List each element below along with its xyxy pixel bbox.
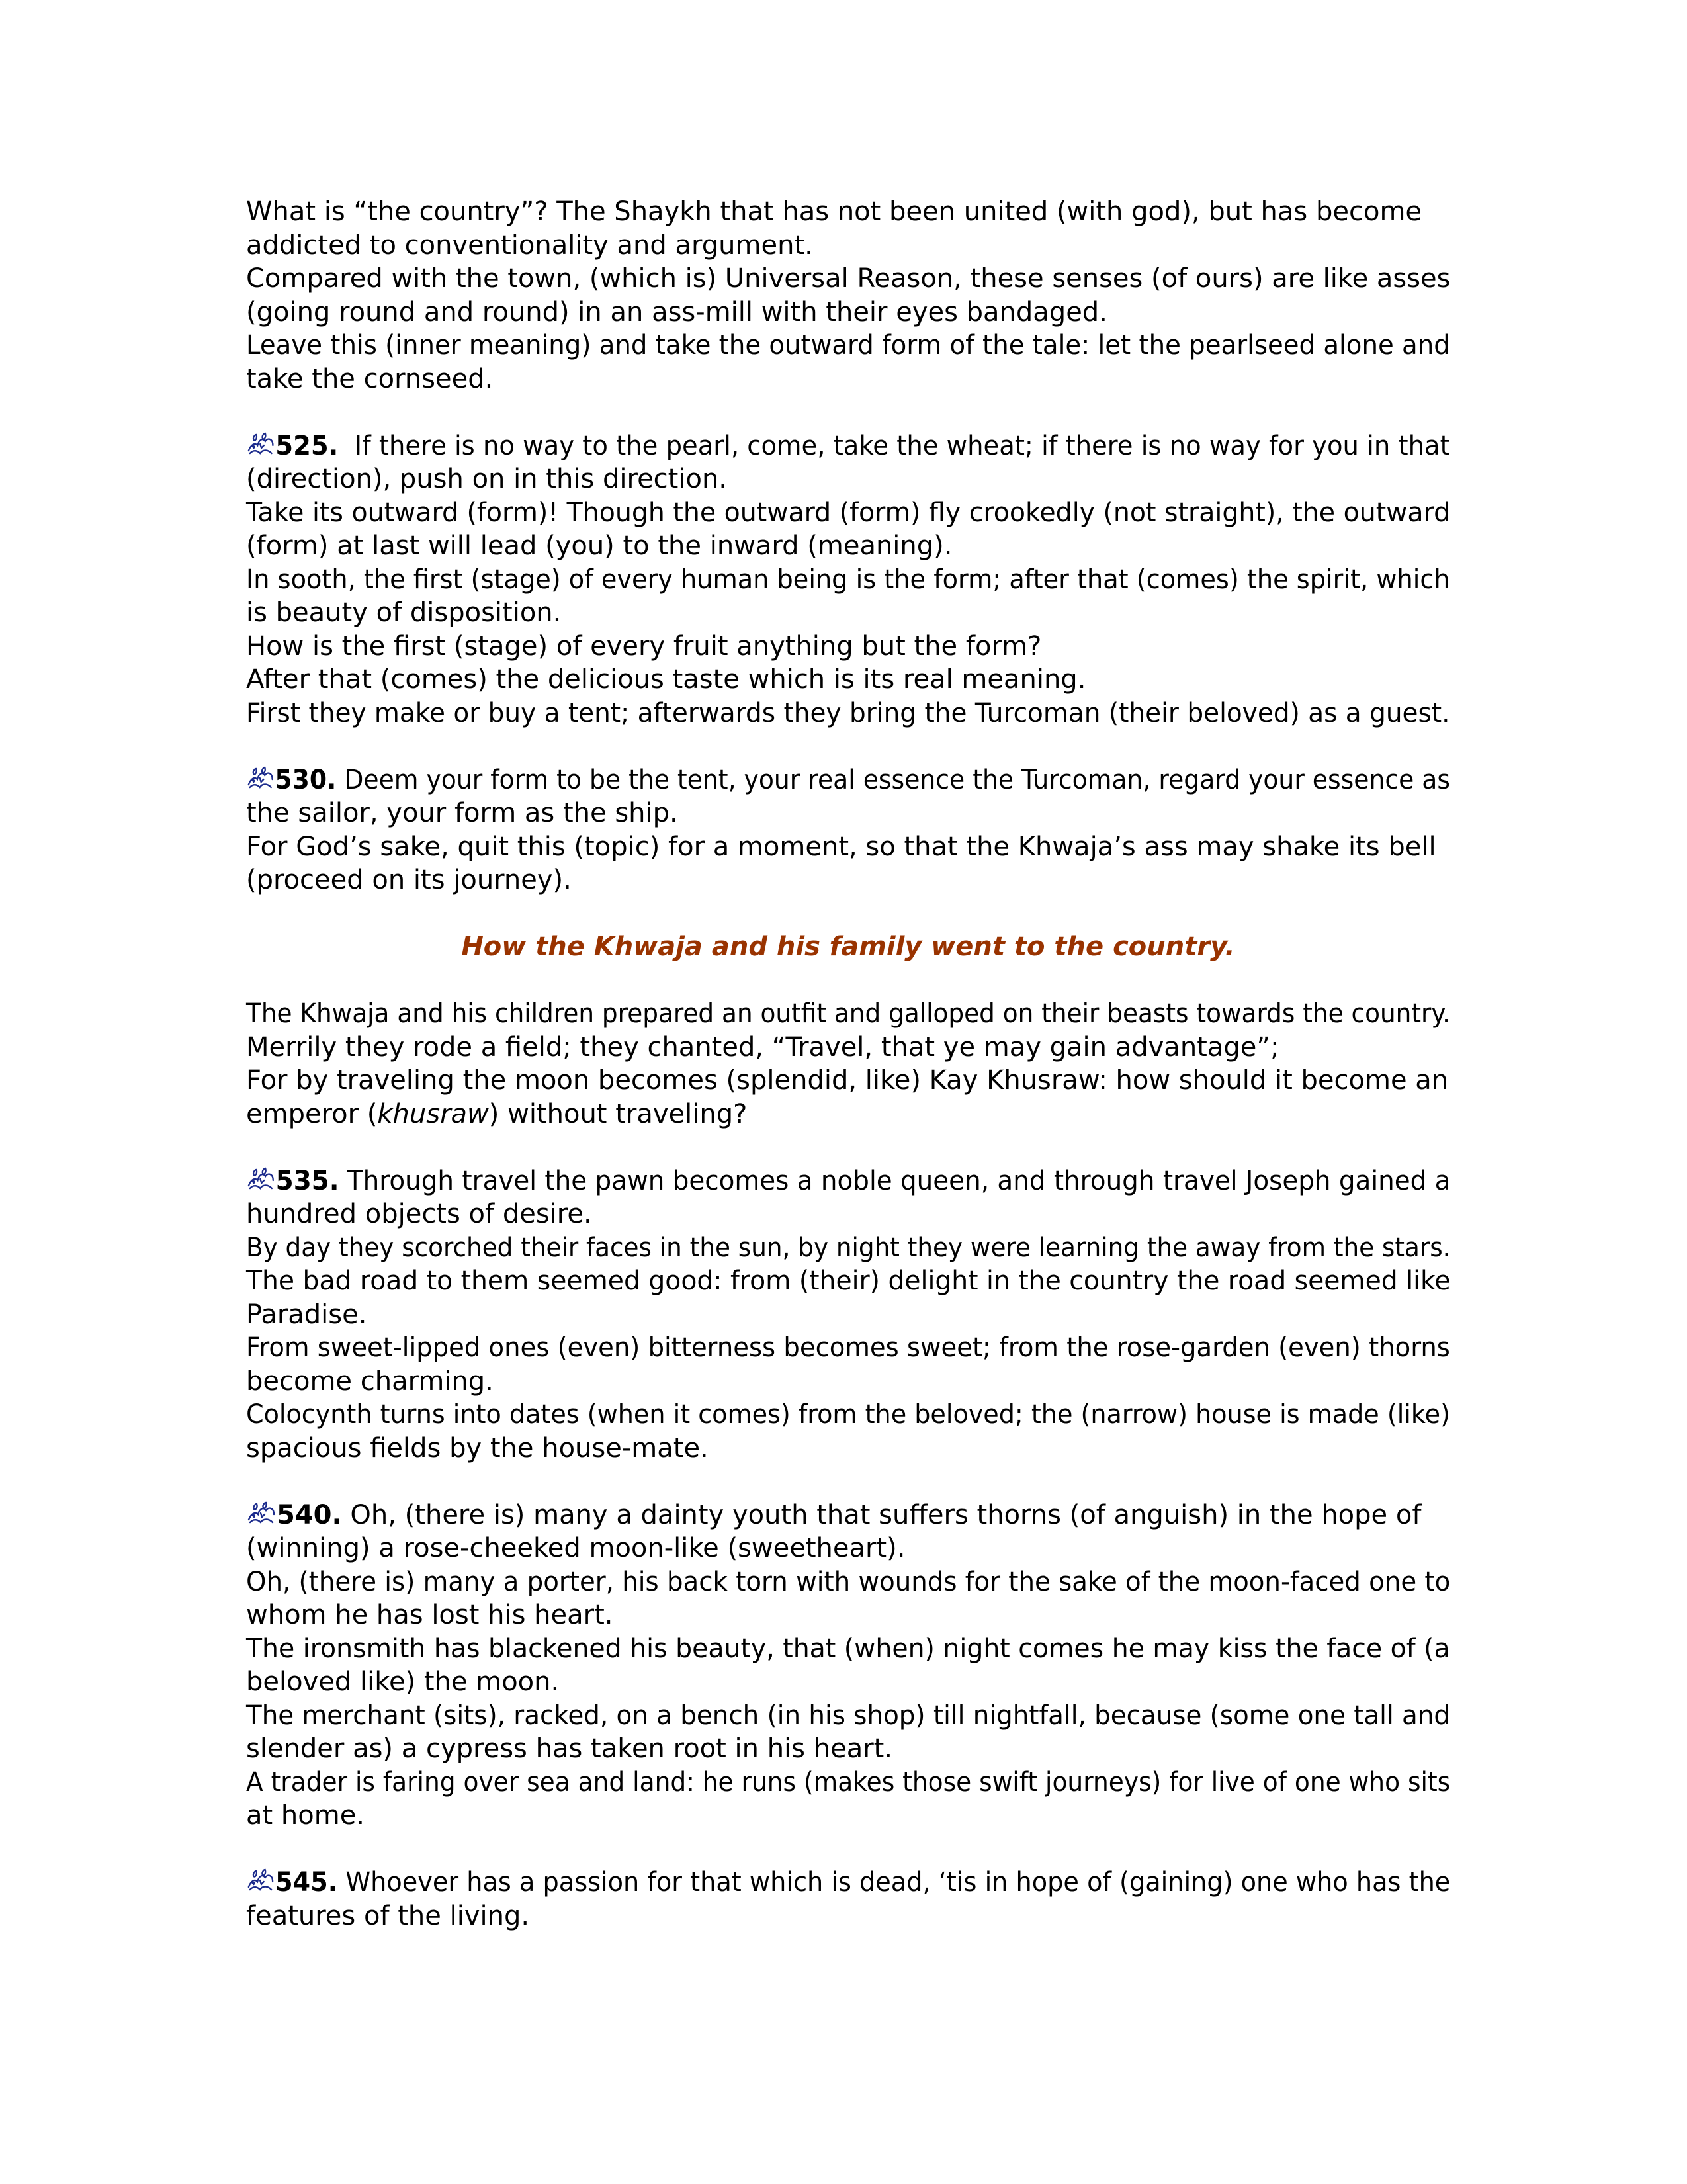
verse-flower-icon [246, 1500, 277, 1526]
verse-number: 535. [275, 1165, 339, 1196]
verse-text: Whoever has a passion for that which is dead, ‘tis in hope of (gaining) one who has the [337, 1867, 1451, 1898]
text-line: slender as) a cypress has taken root in his heart. [246, 1733, 893, 1764]
verse-flower-icon [246, 1867, 275, 1894]
paragraph [246, 997, 1450, 1131]
text-line: Compared with the town, (which is) Universal Reason, these senses (of ours) are like asses [246, 263, 1451, 294]
text-line: By day they scorched their faces in the sun, by night they were learning the away from the stars. [246, 1232, 1451, 1263]
text-line: For God’s sake, quit this (topic) for a moment, so that the Khwaja’s ass may shake its bell [246, 831, 1436, 862]
text-line: (form) at last will lead (you) to the inward (meaning). [246, 531, 953, 561]
text-line: (winning) a rose-cheeked moon-like (sweetheart). [246, 1533, 906, 1563]
section-heading: How the Khwaja and his family went to the country. [461, 932, 1235, 962]
text-line: Paradise. [246, 1299, 367, 1330]
verse-number: 530. [275, 764, 337, 795]
text-line: Colocynth turns into dates (when it comes) from the beloved; the (narrow) house is made (like) [246, 1399, 1450, 1430]
verse-number: 545. [275, 1867, 338, 1898]
text-line: take the cornseed. [246, 363, 494, 394]
text-line: The merchant (sits), racked, on a bench (in his shop) till nightfall, because (some one tall and [246, 1700, 1451, 1731]
text-line: features of the living. [246, 1900, 530, 1931]
text-line: beloved like) the moon. [246, 1667, 560, 1697]
verse-text: If there is no way to the pearl, come, take the wheat; if there is no way for you in that [338, 430, 1450, 461]
verse-first-line [246, 764, 1451, 797]
verse-first-line [246, 1499, 1450, 1532]
text-line: How is the first (stage) of every fruit anything but the form? [246, 631, 1042, 662]
verse-number: 525. [275, 430, 339, 461]
text-line: First they make or buy a tent; afterwards they bring the Turcoman (their beloved) as a guest. [246, 697, 1450, 728]
verse-group-540 [246, 1499, 1450, 1833]
text-line: What is “the country”? The Shaykh that has not been united (with god), but has become [246, 197, 1422, 227]
document-page [246, 195, 1450, 1933]
text-line: addicted to conventionality and argument. [246, 230, 813, 261]
verse-group-545 [246, 1866, 1450, 1933]
verse-group-530 [246, 764, 1450, 897]
text-line: (going round and round) in an ass-mill with their eyes bandaged. [246, 296, 1107, 328]
text-line: the sailor, your form as the ship. [246, 798, 678, 828]
text-segment: ) without traveling? [488, 1098, 748, 1129]
text-line: From sweet-lipped ones (even) bitterness becomes sweet; from the rose-garden (even) thorns [246, 1332, 1450, 1363]
verse-group-535 [246, 1164, 1450, 1465]
text-line: is beauty of disposition. [246, 597, 562, 628]
verse-flower-icon [246, 1166, 276, 1192]
text-line: at home. [246, 1800, 365, 1831]
text-line: Merrily they rode a field; they chanted, “Travel, that ye may gain advantage”; [246, 1031, 1279, 1063]
verse-flower-icon [246, 431, 275, 457]
text-line: Take its outward (form)! Though the outward (form) fly crookedly (not straight), the outward [246, 497, 1451, 528]
verse-first-line [246, 429, 1450, 463]
verse-number: 540. [277, 1499, 342, 1530]
verse-text: Deem your form to be the tent, your real essence the Turcoman, regard your essence as [336, 764, 1451, 795]
text-line: A trader is faring over sea and land: he runs (makes those swift journeys) for live of one who sits [246, 1767, 1451, 1798]
text-line: (direction), push on in this direction. [246, 464, 728, 494]
text-line: For by traveling the moon becomes (splendid, like) Kay Khusraw: how should it become an [246, 1065, 1449, 1096]
text-line: hundred objects of desire. [246, 1199, 592, 1229]
verse-text: Through travel the pawn becomes a noble queen, and through travel Joseph gained a [339, 1165, 1451, 1196]
text-line: (proceed on its journey). [246, 865, 572, 895]
verse-first-line [246, 1866, 1451, 1900]
text-line: The bad road to them seemed good: from (their) delight in the country the road seemed like [246, 1266, 1451, 1296]
text-line: The ironsmith has blackened his beauty, that (when) night comes he may kiss the face of (a [246, 1633, 1450, 1664]
paragraph [246, 195, 1450, 396]
italic-term: khusraw [377, 1098, 489, 1129]
text-line: After that (comes) the delicious taste which is its real meaning. [246, 664, 1086, 695]
text-line: Oh, (there is) many a porter, his back torn with wounds for the sake of the moon-faced one to [246, 1566, 1451, 1597]
text-line: whom he has lost his heart. [246, 1600, 613, 1630]
verse-text: Oh, (there is) many a dainty youth that suffers thorns (of anguish) in the hope of [341, 1499, 1422, 1530]
text-segment: emperor ( [246, 1098, 378, 1129]
text-line: In sooth, the first (stage) of every human being is the form; after that (comes) the spirit, which [246, 564, 1450, 595]
text-line: become charming. [246, 1366, 494, 1397]
verse-first-line [246, 1164, 1451, 1198]
text-line: The Khwaja and his children prepared an outfit and galloped on their beasts towards the country. [246, 998, 1451, 1029]
verse-flower-icon [246, 765, 275, 791]
verse-group-525 [246, 429, 1450, 730]
text-line: spacious fields by the house-mate. [246, 1432, 709, 1463]
text-line [246, 1098, 1450, 1131]
text-line: Leave this (inner meaning) and take the outward form of the tale: let the pearlseed alone and [246, 330, 1450, 361]
